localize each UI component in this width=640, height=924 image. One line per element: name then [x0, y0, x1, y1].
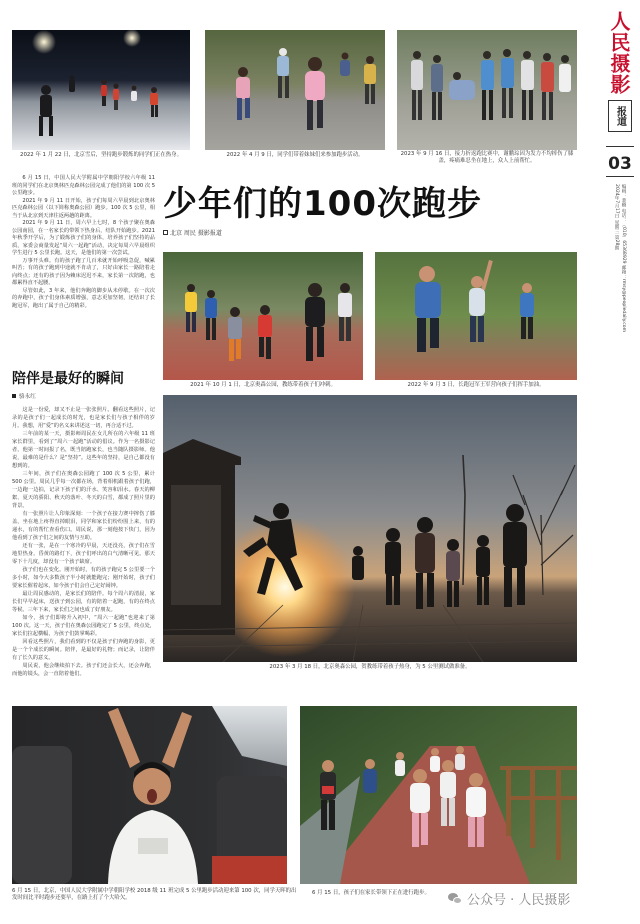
- column-body: [12, 406, 155, 678]
- car-seat: [12, 746, 72, 884]
- photo-snow-warmup: [12, 30, 190, 150]
- photo-yawn-in-car: [12, 706, 287, 884]
- column-paragraph: 三年前的某一天，摄影师周民在女儿所在的六年级 11 班家长群里，看到了“周六一起跑”活动的倡议。作为一名摄影记者，他第一时间报了名，既当陪跑家长，也当随队摄影师。他说，最难的是什么？是“坚持”。这些年的坚持，是自己都没有想到的。: [12, 431, 155, 469]
- photo-caption: 2022 年 1 月 22 日，北京雪后，坚持跑步锻炼的同学们正在热身。: [20, 152, 182, 158]
- watermark: [448, 889, 570, 908]
- photo-caption: 2023 年 3 月 18 日，北京奥森公园，贺教练带着孩子热身，为 5 公里测试做准备。: [269, 664, 471, 670]
- pavilion-silhouette: [163, 439, 241, 635]
- byline-square-icon: [163, 230, 168, 235]
- article-title: 少年们的100次跑步: [163, 184, 482, 224]
- wechat-icon: [448, 893, 462, 905]
- photo-caption: 2021 年 10 月 1 日，北京奥森公园，教练带着孩子们冲刺。: [190, 382, 336, 388]
- contact-info: 编辑：裴楠 电话：（010）65368929 邮箱：rmsy@peopledaily.com: [621, 184, 626, 333]
- photo-snow-warmup-image: [12, 30, 190, 150]
- column-paragraph: 孩子们也在变化。刚开始时，有的孩子跑完 5 公里要一个多小时，如今大多数孩子半小时就能跑完；刚开始时，孩子们要家长催着起床，如今孩子们会自己定好闹钟。: [12, 567, 155, 589]
- column-paragraph: 最让周民感动的，是家长们的陪伴。每个周六的清晨，家长们早早起床，送孩子到公园，有的陪着一起跑，有的在终点等候。三年下来，家长们之间也成了好朋友。: [12, 591, 155, 613]
- article-lead: [12, 175, 155, 310]
- issue-info: 2024年7月17日 星期三 第28期: [614, 184, 619, 251]
- photo-caption: 2023 年 9 月 16 日，接力折返跑比赛中，谢鹏琮因为发力不均摔伤了膝盖，疼痛难忍坐在地上，众人上前帮忙。: [400, 151, 574, 164]
- lead-paragraph: 尽管如此，3 年来，他们奔跑的脚步从未停歇。在一次次的奔跑中，孩子们身体素质增强，意志更加坚韧，还结识了长跑冠军，跑出了属于自己的精彩。: [12, 287, 155, 309]
- masthead-logo: 人民摄影: [607, 11, 631, 95]
- section-label: 报道: [608, 100, 632, 132]
- byline: [163, 228, 222, 237]
- photo-caption: 2022 年 9 月 3 日，长跑冠军王军营向孩子们挥手加油。: [407, 382, 545, 388]
- lead-paragraph: 6 月 15 日，中国人民大学附属中学朝阳学校六年级 11 班的同学们在北京奥林匹克森林公园完成了他们的第 100 次 5 公里跑步。: [12, 175, 155, 196]
- lead-paragraph: 万事开头难。有的孩子跑了几百米就开始呼吸急促，喊累叫苦；有的孩子跑到中途就不肯动了，只好由家长一路陪着走向终点；还有的孩子因为赖床迟迟不来，家长第一次陪跑，也都累得直不起腰。: [12, 257, 155, 286]
- byline-text: 北京 周民 摄影报道: [170, 230, 222, 237]
- photo-parents-leading-image: [300, 706, 577, 884]
- column-paragraph: 如今，孩子们即将升入初中，“周六一起跑”也迎来了第 100 次。这一天，孩子们在奥森公园跑完了 5 公里，终点处，家长们拉起横幅，为孩子们鼓掌喝彩。: [12, 615, 155, 637]
- photo-champion-cheering: [375, 252, 577, 380]
- column-paragraph: 有一张照片让人印象深刻：一个孩子在接力赛中摔伤了膝盖，坐在地上疼得直掉眼泪，同学和家长们纷纷围上来，有的递水，有的帮忙查看伤口。周民说，那一刻他按下快门，因为他看到了孩子们之间的友情与互助。: [12, 511, 155, 541]
- photo-yawn-in-car-image: [12, 706, 287, 884]
- photo-coach-sprint-image: [163, 252, 363, 380]
- column-author: [12, 392, 36, 400]
- column-paragraph: 还有一张，是在一个寒冷的早晨，天还没亮，孩子们在雪地里热身。昏黄的路灯下，孩子们呼出的白气清晰可见。那天零下十几度，却没有一个孩子缺席。: [12, 543, 155, 565]
- photo-relay-injury-image: [397, 30, 577, 150]
- photo-sunset-warmup: [163, 395, 577, 662]
- divider: [606, 176, 634, 177]
- photo-parents-leading: [300, 706, 577, 884]
- photo-sisters-running: [205, 30, 385, 150]
- column-paragraph: 回看这些照片，我们看到的不仅是孩子们奔跑的身影，更是一个个成长的瞬间。陪伴，是最好的礼物；而记录，让陪伴有了长久的意义。: [12, 639, 155, 661]
- photo-caption: 2022 年 4 月 9 日，同学们带着妹妹们来参加跑步活动。: [226, 152, 364, 158]
- photo-sisters-running-image: [205, 30, 385, 150]
- photo-caption: 6 月 15 日，北京，中国人民大学附属中学朝阳学校 2018 级 11 班完成 5 公里跑步活动迎来第 100 次，同学天晖的出发时间比平时跑步还要早，在路上打了个大哈欠。: [12, 888, 297, 901]
- column-heading: 陪伴是最好的瞬间: [12, 371, 124, 387]
- column-paragraph: 这是一份爱，却又不止是一张张照片。翻看这些照片，记录的是孩子们一起成长的时光，也是家长们与孩子相伴的岁月。我想，用“爱”的名义来讲述这一切，再合适不过。: [12, 407, 155, 429]
- lead-paragraph: 2021 年 9 月 11 日开始，孩子们每周六早晨到北京奥林匹克森林公园（以下简称奥森公园）跑步。100 次 5 公里，相当于从北京到天津往返两趟的距离。: [12, 197, 155, 219]
- photo-sunset-warmup-image: [163, 395, 577, 662]
- photo-champion-cheering-image: [375, 252, 577, 380]
- column-author-name: 骆永红: [19, 394, 36, 400]
- column-paragraph: 三年间，孩子们在奥森公园跑了 100 次 5 公里，累计 500 公里。周民几乎每一次都在场，背着相机跟着孩子们跑，一边跑一边拍，记录下孩子们的汗水、笑容和泪水。春天的柳絮、夏天的骄阳、秋天的落叶、冬天的白雪，都成了照片里的背景。: [12, 471, 155, 509]
- lead-paragraph: 2021 年 9 月 11 日，周六早上七时，8 个孩子聚在奥森公园南园，在一名家长的带领下热身后，结队开始跑步。2021 年秋季开学后，为了锻炼孩子们的身体，培养孩子们坚持的品质，家委会商量发起“周六一起跑”活动，决定每周六早晨组织学生进行 5 公里长跑。这天，是他们的第一次尝试。: [12, 220, 155, 256]
- column-paragraph: 周民说，他会继续拍下去。孩子们还会长大，还会奔跑，而他的镜头，会一直陪着他们。: [12, 663, 155, 677]
- photo-coach-sprint: [163, 252, 363, 380]
- photo-caption: 6 月 15 日，孩子们在家长带领下正在进行跑步。: [312, 890, 430, 896]
- divider: [606, 146, 634, 147]
- page-number: 03: [608, 154, 632, 174]
- author-marker-icon: [12, 394, 16, 398]
- photo-relay-injury: [397, 30, 577, 150]
- watermark-text: 公众号 · 人民摄影: [467, 893, 571, 908]
